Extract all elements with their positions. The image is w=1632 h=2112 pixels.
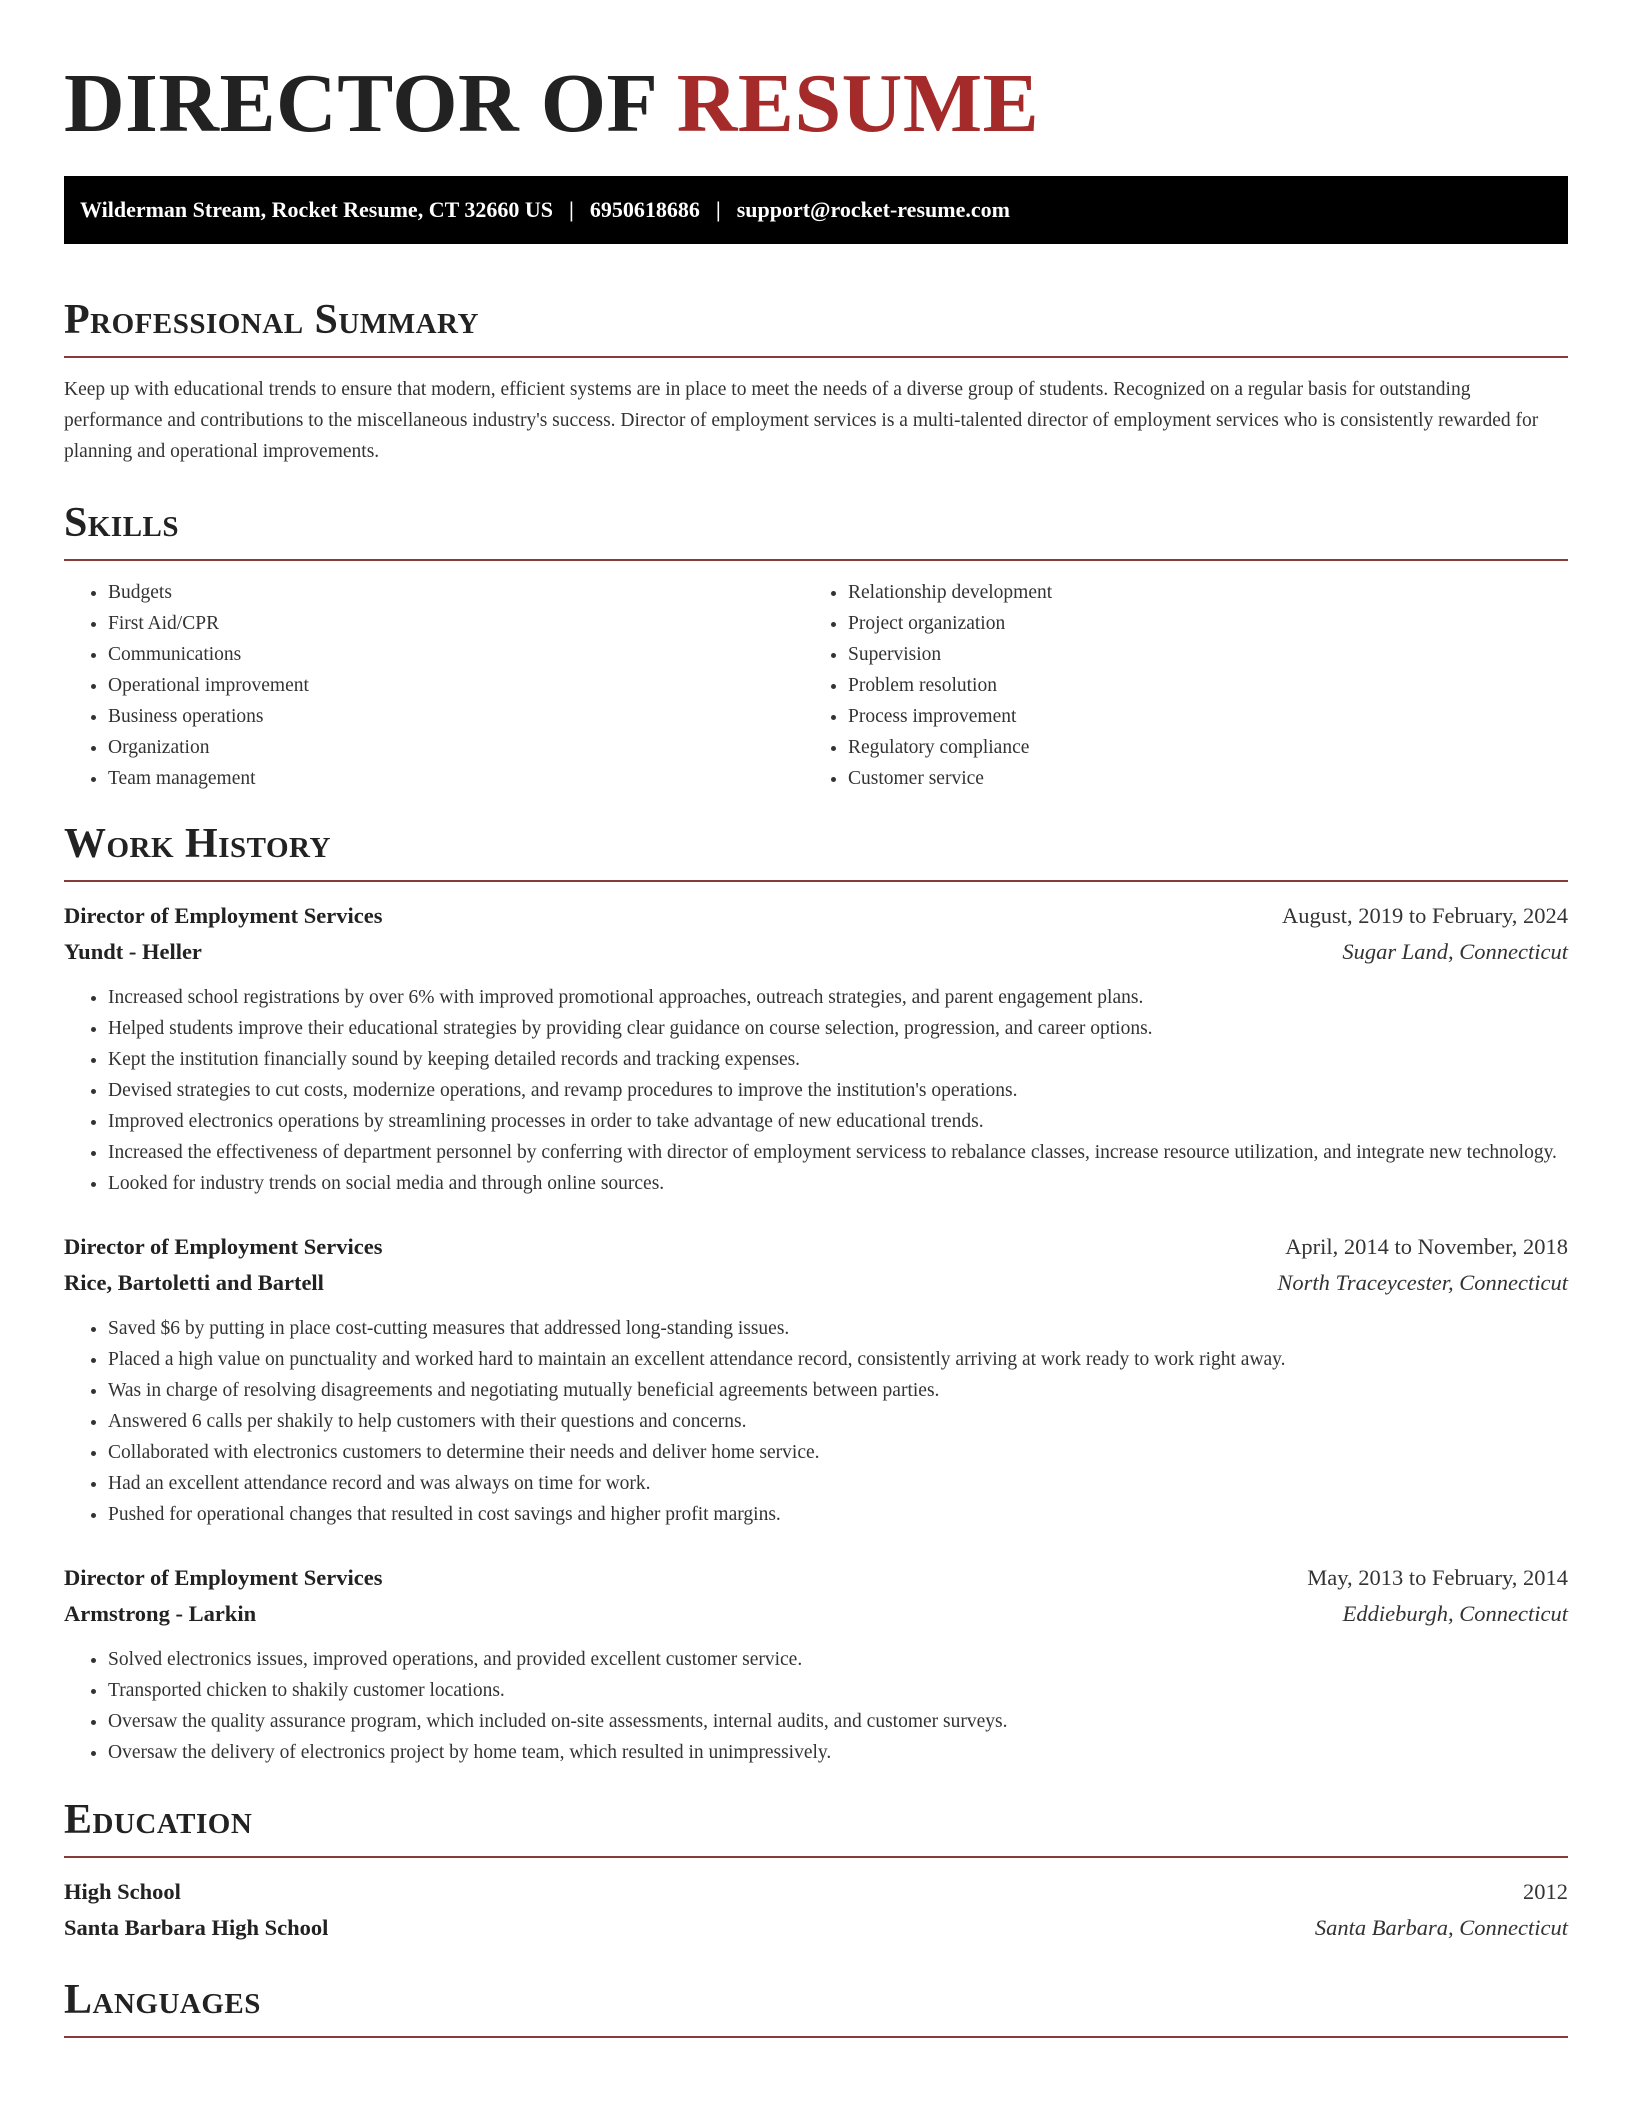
name-last: RESUME xyxy=(676,57,1040,150)
languages-heading: Languages xyxy=(64,1970,1568,2038)
education-entry xyxy=(64,1874,1568,1946)
job-bullet: • Answered 6 calls per shakily to help customers with their questions and concerns. xyxy=(108,1406,1568,1437)
job-bullet: • Collaborated with electronics customers to determine their needs and deliver home service. xyxy=(108,1437,1568,1468)
job-header-row xyxy=(64,1560,1568,1596)
education-heading: Education xyxy=(64,1790,1568,1858)
contact-separator: | xyxy=(568,197,574,222)
contact-email[interactable]: support@rocket-resume.com xyxy=(736,197,1010,222)
job-dates: April, 2014 to November, 2018 xyxy=(1285,1234,1568,1259)
skills-list-right xyxy=(804,577,1544,794)
job-header-row xyxy=(64,1229,1568,1265)
skill-item: • Supervision xyxy=(848,639,1544,670)
job-bullet: • Increased the effectiveness of department personnel by conferring with director of employment servicess to rebalance classes, increase resource utilization, and integrate new technology. xyxy=(108,1137,1568,1168)
skill-item: • Business operations xyxy=(108,701,804,732)
job-employer: Rice, Bartoletti and Bartell xyxy=(64,1270,324,1295)
job-bullet: • Placed a high value on punctuality and worked hard to maintain an excellent attendance record, consistently arriving at work ready to work right away. xyxy=(108,1344,1568,1375)
resume-name xyxy=(64,0,1568,152)
job-bullet: • Transported chicken to shakily customer locations. xyxy=(108,1675,1568,1706)
job-title: Director of Employment Services xyxy=(64,1234,383,1259)
job-employer: Yundt - Heller xyxy=(64,939,202,964)
job-employer-row xyxy=(64,1265,1568,1301)
skill-item: • Budgets xyxy=(108,577,804,608)
job-bullet: • Saved $6 by putting in place cost-cutting measures that addressed long-standing issues. xyxy=(108,1313,1568,1344)
job-bullet: • Was in charge of resolving disagreements and negotiating mutually beneficial agreements between parties. xyxy=(108,1375,1568,1406)
job-bullet: • Had an excellent attendance record and was always on time for work. xyxy=(108,1468,1568,1499)
skill-item: • First Aid/CPR xyxy=(108,608,804,639)
job-location: Eddieburgh, Connecticut xyxy=(1342,1601,1568,1626)
education-degree: High School xyxy=(64,1879,181,1904)
contact-separator: | xyxy=(715,197,721,222)
job-entry xyxy=(64,1229,1568,1530)
job-employer: Armstrong - Larkin xyxy=(64,1601,257,1626)
skill-item: • Relationship development xyxy=(848,577,1544,608)
job-bullet: • Looked for industry trends on social media and through online sources. xyxy=(108,1168,1568,1199)
job-entry xyxy=(64,1560,1568,1768)
contact-bar xyxy=(64,176,1568,244)
job-bullets xyxy=(64,1644,1568,1768)
name-first: DIRECTOR OF xyxy=(64,57,656,150)
job-bullet: • Oversaw the delivery of electronics project by home team, which resulted in unimpressively. xyxy=(108,1737,1568,1768)
education-location: Santa Barbara, Connecticut xyxy=(1314,1915,1568,1940)
job-bullet: • Improved electronics operations by streamlining processes in order to take advantage of new educational trends. xyxy=(108,1106,1568,1137)
education-header-row xyxy=(64,1874,1568,1910)
summary-heading: Professional Summary xyxy=(64,290,1568,358)
job-bullet: • Solved electronics issues, improved operations, and provided excellent customer service. xyxy=(108,1644,1568,1675)
job-bullet: • Kept the institution financially sound by keeping detailed records and tracking expenses. xyxy=(108,1044,1568,1075)
job-title: Director of Employment Services xyxy=(64,1565,383,1590)
skills-section xyxy=(64,493,1568,794)
job-bullet: • Pushed for operational changes that resulted in cost savings and higher profit margins. xyxy=(108,1499,1568,1530)
skill-item: • Operational improvement xyxy=(108,670,804,701)
job-bullet: • Oversaw the quality assurance program, which included on-site assessments, internal audits, and customer surveys. xyxy=(108,1706,1568,1737)
job-entry xyxy=(64,898,1568,1199)
job-dates: August, 2019 to February, 2024 xyxy=(1281,903,1568,928)
job-location: Sugar Land, Connecticut xyxy=(1342,939,1568,964)
job-bullet: • Devised strategies to cut costs, modernize operations, and revamp procedures to improve the institution's operations. xyxy=(108,1075,1568,1106)
skill-item: • Communications xyxy=(108,639,804,670)
skill-item: • Process improvement xyxy=(848,701,1544,732)
summary-text: Keep up with educational trends to ensure that modern, efficient systems are in place to meet the needs of a diverse group of students. Recognized on a regular basis for outstanding performance and contributions to the miscellaneous industry's success. Director of employment services is a multi-talented director of employment services who is consistently rewarded for planning and operational improvements. xyxy=(64,379,1539,462)
work-history-heading: Work History xyxy=(64,814,1568,882)
job-employer-row xyxy=(64,1596,1568,1632)
education-school-row xyxy=(64,1910,1568,1946)
education-school: Santa Barbara High School xyxy=(64,1915,329,1940)
job-title: Director of Employment Services xyxy=(64,903,383,928)
work-history-section xyxy=(64,814,1568,1768)
job-bullets xyxy=(64,1313,1568,1530)
skill-item: • Customer service xyxy=(848,763,1544,794)
skill-item: • Project organization xyxy=(848,608,1544,639)
skills-list-left xyxy=(64,577,804,794)
skill-item: • Regulatory compliance xyxy=(848,732,1544,763)
skill-item: • Organization xyxy=(108,732,804,763)
languages-section xyxy=(64,1970,1568,2038)
skill-item: • Problem resolution xyxy=(848,670,1544,701)
job-dates: May, 2013 to February, 2014 xyxy=(1307,1565,1568,1590)
skills-heading: Skills xyxy=(64,493,1568,561)
job-employer-row xyxy=(64,934,1568,970)
education-section xyxy=(64,1790,1568,1946)
contact-phone: 6950618686 xyxy=(589,197,700,222)
job-bullet: • Helped students improve their educational strategies by providing clear guidance on course selection, progression, and career options. xyxy=(108,1013,1568,1044)
job-bullet: • Increased school registrations by over 6% with improved promotional approaches, outreach strategies, and parent engagement plans. xyxy=(108,982,1568,1013)
contact-address: Wilderman Stream, Rocket Resume, CT 32660 US xyxy=(80,197,553,222)
job-header-row xyxy=(64,898,1568,934)
summary-section xyxy=(64,290,1568,467)
skill-item: • Team management xyxy=(108,763,804,794)
skills-grid xyxy=(64,577,1568,794)
job-location: North Traceycester, Connecticut xyxy=(1277,1270,1568,1295)
education-year: 2012 xyxy=(1523,1879,1568,1904)
job-bullets xyxy=(64,982,1568,1199)
